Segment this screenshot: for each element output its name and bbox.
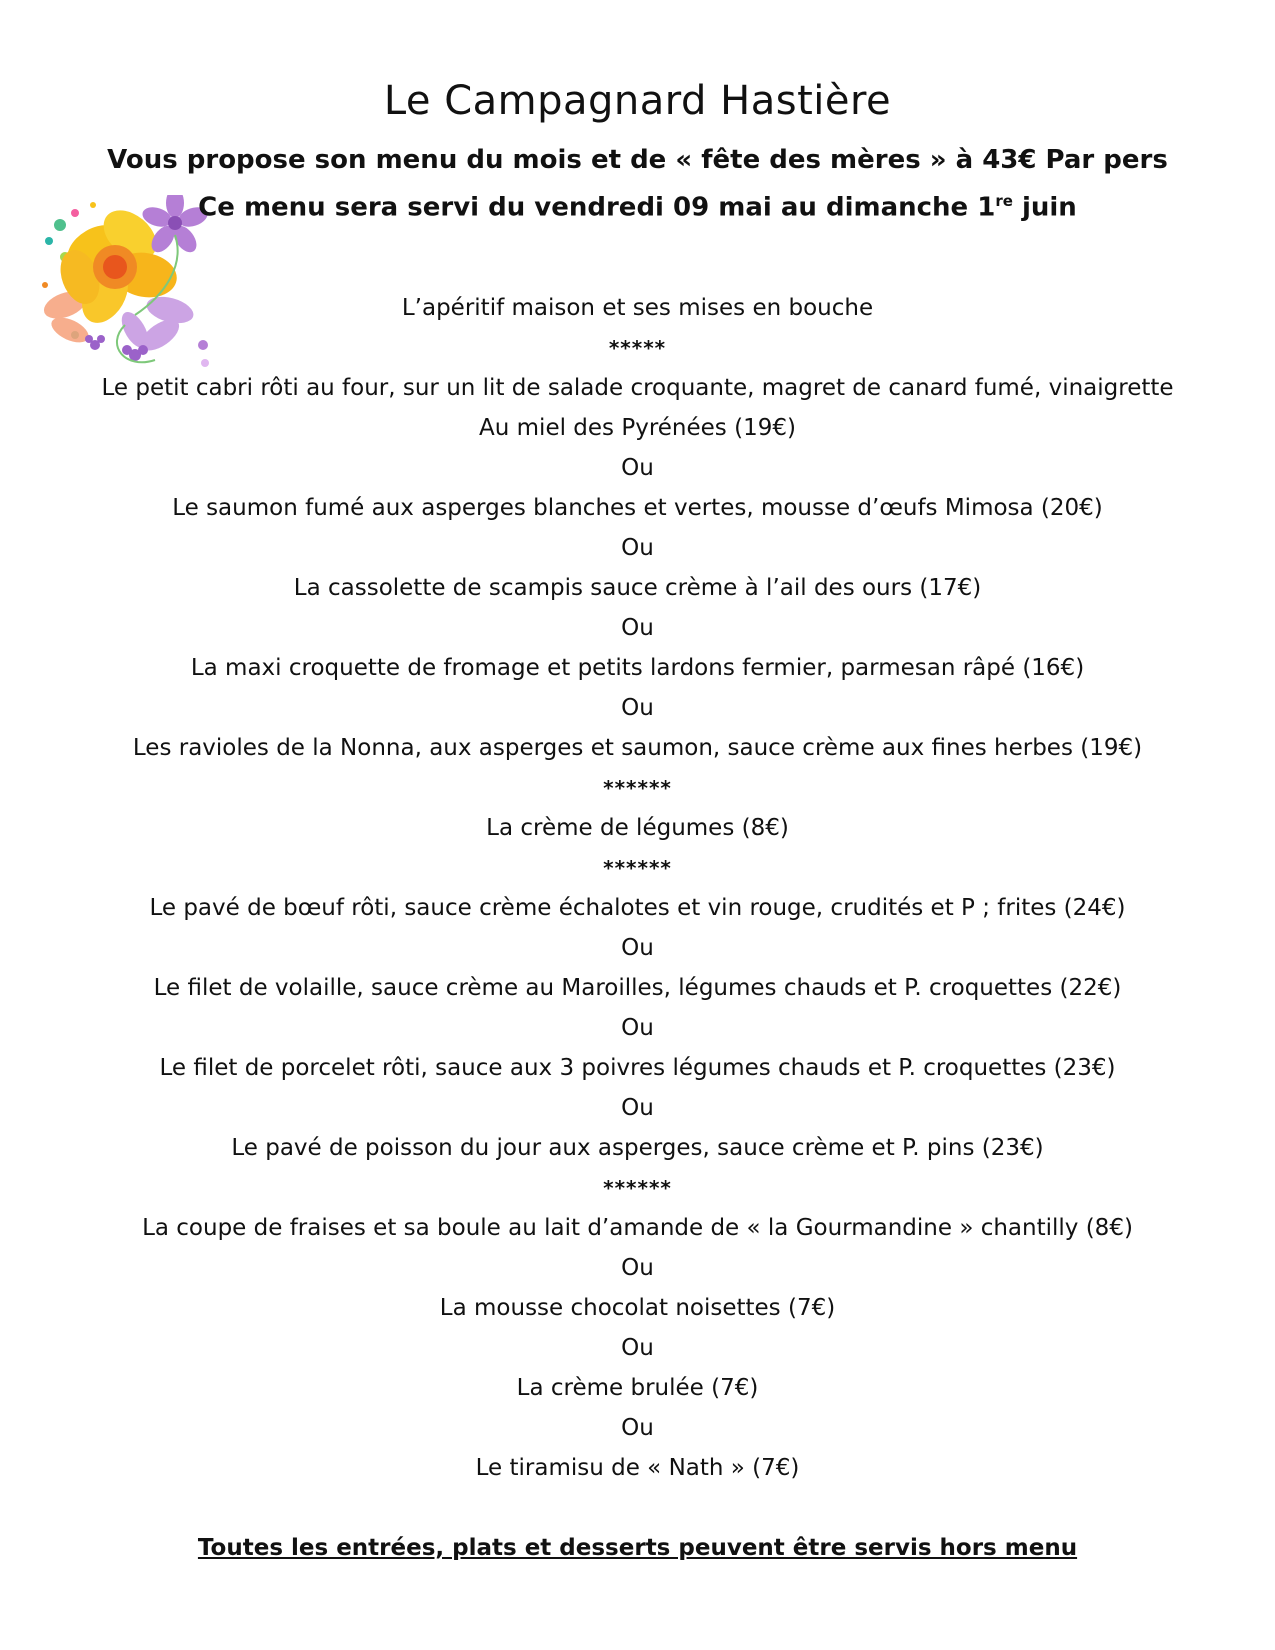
menu-item: Le tiramisu de « Nath » (7€) xyxy=(475,1455,800,1481)
menu-item: Le filet de volaille, sauce crème au Maroilles, légumes chauds et P. croquettes (22€) xyxy=(153,975,1122,1001)
course-separator: ***** xyxy=(608,336,667,360)
restaurant-title: Le Campagnard Hastière xyxy=(383,78,892,124)
menu-item: Les ravioles de la Nonna, aux asperges et saumon, sauce crème aux fines herbes (19€) xyxy=(132,735,1143,761)
menu-item: La crème brulée (7€) xyxy=(516,1375,759,1401)
menu-list xyxy=(60,288,1215,1488)
menu-dates-text: Ce menu sera servi du vendredi 09 mai au dimanche 1 xyxy=(198,192,996,223)
menu-dates-end: juin xyxy=(1012,192,1077,223)
course-separator: ****** xyxy=(603,776,672,800)
menu-item: Le pavé de bœuf rôti, sauce crème échalotes et vin rouge, crudités et P ; frites (24€) xyxy=(149,895,1126,921)
menu-item: La maxi croquette de fromage et petits lardons fermier, parmesan râpé (16€) xyxy=(190,655,1085,681)
menu-item: Le pavé de poisson du jour aux asperges, sauce crème et P. pins (23€) xyxy=(231,1135,1044,1161)
menu-item: L’apéritif maison et ses mises en bouche xyxy=(401,295,874,321)
menu-item: La crème de légumes (8€) xyxy=(486,815,789,841)
course-separator: ****** xyxy=(603,856,672,880)
choice-separator: Ou xyxy=(621,1015,654,1041)
choice-separator: Ou xyxy=(621,1415,654,1441)
choice-separator: Ou xyxy=(621,1095,654,1121)
menu-item: Le petit cabri rôti au four, sur un lit de salade croquante, magret de canard fumé, vinaigrette xyxy=(101,375,1174,401)
menu-item: Le filet de porcelet rôti, sauce aux 3 poivres légumes chauds et P. croquettes (23€) xyxy=(159,1055,1116,1081)
choice-separator: Ou xyxy=(621,1255,654,1281)
menu-dates-ordinal: re xyxy=(995,192,1013,210)
menu-item: La coupe de fraises et sa boule au lait d’amande de « la Gourmandine » chantilly (8€) xyxy=(142,1215,1133,1241)
menu-item: Au miel des Pyrénées (19€) xyxy=(479,415,796,441)
menu-item: Le saumon fumé aux asperges blanches et vertes, mousse d’œufs Mimosa (20€) xyxy=(172,495,1103,521)
choice-separator: Ou xyxy=(621,455,654,481)
course-separator: ****** xyxy=(603,1176,672,1200)
choice-separator: Ou xyxy=(621,935,654,961)
menu-dates-line xyxy=(0,192,1275,223)
choice-separator: Ou xyxy=(621,695,654,721)
menu-item: La cassolette de scampis sauce crème à l’ail des ours (17€) xyxy=(293,575,982,601)
menu-item: La mousse chocolat noisettes (7€) xyxy=(439,1295,836,1321)
footer-note: Toutes les entrées, plats et desserts peuvent être servis hors menu xyxy=(197,1535,1078,1561)
choice-separator: Ou xyxy=(621,1335,654,1361)
menu-offer-line: Vous propose son menu du mois et de « fête des mères » à 43€ Par pers xyxy=(107,145,1168,175)
choice-separator: Ou xyxy=(621,615,654,641)
choice-separator: Ou xyxy=(621,535,654,561)
